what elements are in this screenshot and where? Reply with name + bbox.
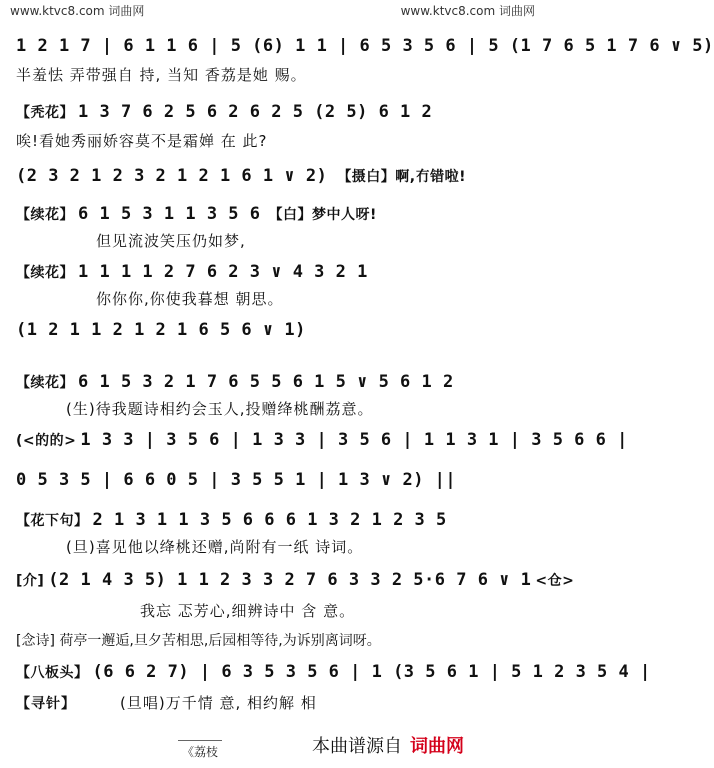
score-line-3: 【秃花】 1 3 7 6 2 5 6 2 6 2 5 (2 5) 6 1 2 xyxy=(16,102,433,122)
footer-right xyxy=(312,732,464,758)
score-line-14: 0 5 3 5 | 6 6 0 5 | 3 5 5 1 | 1 3 ∨ 2) || xyxy=(16,470,457,490)
footer-left: 《荔枝 xyxy=(178,740,222,762)
footer-brand[interactable]: 词曲网 xyxy=(410,736,464,757)
score-line-18: 我忘 忑芳心,细辨诗中 含 意。 xyxy=(140,602,356,620)
score-line-1: 1 2 1 7 | 6 1 1 6 | 5 (6) 1 1 | 6 5 3 5 6 | 5 (1 7 6 5 1 7 6 ∨ 5) xyxy=(16,36,714,56)
score-line-16: (旦)喜见他以绛桃还赠,尚附有一纸 诗词。 xyxy=(66,538,364,556)
score-line-11: 【续花】 6 1 5 3 2 1 7 6 5 5 6 1 5 ∨ 5 6 1 2 xyxy=(16,372,454,392)
score-line-7: 但见流波笑压仍如梦, xyxy=(96,232,246,250)
watermark-right: www.ktvc8.com 词曲网 xyxy=(400,4,535,18)
section-tag: 【八板头】 xyxy=(16,665,89,681)
section-tag: 【续花】 xyxy=(16,265,74,281)
score-line-17: [介] (2 1 4 3 5) 1 1 2 3 3 2 7 6 3 3 2 5·6 7 6 ∨ 1 <仓> xyxy=(16,570,575,590)
score-line-13: (<的的> 1 3 3 | 3 5 6 | 1 3 3 | 3 5 6 | 1 1 3 1 | 3 5 6 6 | xyxy=(16,430,628,450)
score-line-5: (2 3 2 1 2 3 2 1 2 1 6 1 ∨ 2) 【摄白】啊,冇错啦! xyxy=(16,166,467,186)
watermark-left: www.ktvc8.com 词曲网 xyxy=(10,4,145,18)
section-tag: 【续花】 xyxy=(16,207,74,223)
score-line-4: 唉!看她秀丽娇容莫不是霜婵 在 此? xyxy=(16,132,268,150)
score-line-2: 半羞怯 弄带强自 持, 当知 香荔是她 赐。 xyxy=(16,66,307,84)
score-line-21: 【寻针】 (旦唱)万千情 意, 相约解 相 xyxy=(16,694,317,712)
section-tag: 【寻针】 xyxy=(16,696,76,712)
section-tag: 【续花】 xyxy=(16,375,74,391)
score-line-20: 【八板头】 (6 6 2 7) | 6 3 5 3 5 6 | 1 (3 5 6 1 | 5 1 2 3 5 4 | xyxy=(16,662,651,682)
score-line-19: [念诗] 荷亭一邂逅,旦夕苦相思,后园相等待,为诉别离词呀。 xyxy=(16,633,381,649)
section-tag: (<的的> xyxy=(16,433,77,449)
section-tag: 【秃花】 xyxy=(16,105,74,121)
score-line-15: 【花下句】 2 1 3 1 1 3 5 6 6 6 1 3 2 1 2 3 5 xyxy=(16,510,447,530)
section-tag: 【花下句】 xyxy=(16,513,89,529)
score-line-12: (生)待我题诗相约会玉人,投赠绛桃酬荔意。 xyxy=(66,400,374,418)
footer-source: 本曲谱源自 xyxy=(312,736,402,757)
score-line-10: (1 2 1 1 2 1 2 1 6 5 6 ∨ 1) xyxy=(16,320,306,340)
score-line-9: 你你你,你使我暮想 朝思。 xyxy=(96,290,284,308)
score-line-8: 【续花】 1 1 1 1 2 7 6 2 3 ∨ 4 3 2 1 xyxy=(16,262,368,282)
section-tag: [介] xyxy=(16,573,45,589)
score-line-6: 【续花】 6 1 5 3 1 1 3 5 6 【白】梦中人呀! xyxy=(16,204,377,224)
